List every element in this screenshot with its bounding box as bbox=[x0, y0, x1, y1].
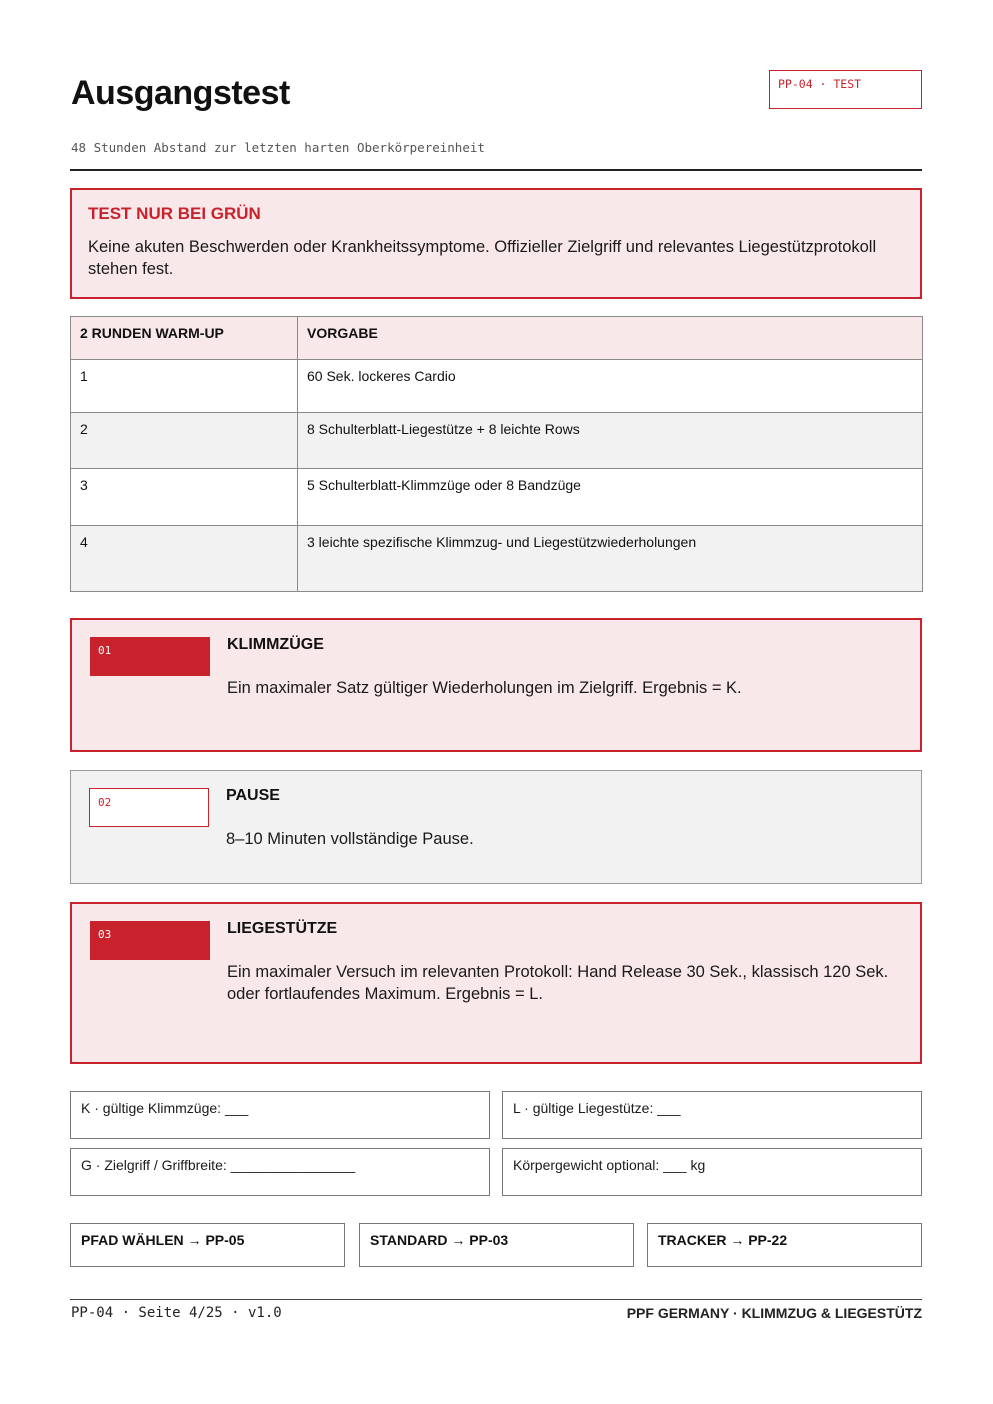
step-text: 8–10 Minuten vollständige Pause. bbox=[226, 830, 474, 848]
row-text: 3 leichte spezifische Klimmzug- und Liegestützwiederholungen bbox=[298, 526, 923, 592]
row-number: 3 bbox=[71, 469, 298, 526]
step-title: PAUSE bbox=[226, 787, 280, 804]
table-header-row bbox=[71, 317, 923, 360]
step-text: Ein maximaler Satz gültiger Wiederholungen im Zielgriff. Ergebnis = K. bbox=[227, 679, 742, 697]
table-row bbox=[71, 526, 923, 592]
grip-width-field[interactable]: G · Zielgriff / Griffbreite: ________________ bbox=[70, 1148, 490, 1196]
page-subtitle: 48 Stunden Abstand zur letzten harten Oberkörpereinheit bbox=[71, 140, 485, 155]
footer-divider bbox=[70, 1299, 922, 1300]
warmup-table bbox=[70, 316, 923, 592]
page-title: Ausgangstest bbox=[71, 74, 290, 112]
row-number: 1 bbox=[71, 360, 298, 413]
notice-title: TEST NUR BEI GRÜN bbox=[88, 204, 261, 223]
step-card-pushups bbox=[70, 902, 922, 1064]
document-tag: PP-04 · TEST bbox=[769, 70, 922, 109]
row-number: 2 bbox=[71, 413, 298, 469]
row-text: 5 Schulterblatt-Klimmzüge oder 8 Bandzüge bbox=[298, 469, 923, 526]
pullups-result-field[interactable]: K · gültige Klimmzüge: ___ bbox=[70, 1091, 490, 1139]
row-text: 60 Sek. lockeres Cardio bbox=[298, 360, 923, 413]
step-title: KLIMMZÜGE bbox=[227, 636, 324, 653]
row-text: 8 Schulterblatt-Liegestütze + 8 leichte Rows bbox=[298, 413, 923, 469]
tracker-button[interactable]: TRACKER → PP-22 bbox=[647, 1223, 922, 1267]
notice-text: Keine akuten Beschwerden oder Krankheitssymptome. Offizieller Zielgriff und relevantes Liegestützprotokoll stehen fest. bbox=[88, 238, 877, 278]
step-number-badge: 03 bbox=[90, 921, 210, 960]
pushups-result-field[interactable]: L · gültige Liegestütze: ___ bbox=[502, 1091, 922, 1139]
table-row bbox=[71, 360, 923, 413]
standard-button[interactable]: STANDARD → PP-03 bbox=[359, 1223, 634, 1267]
step-number-badge: 01 bbox=[90, 637, 210, 676]
table-row bbox=[71, 469, 923, 526]
choose-path-button[interactable]: PFAD WÄHLEN → PP-05 bbox=[70, 1223, 345, 1267]
footer-page-info: PP-04 · Seite 4/25 · v1.0 bbox=[71, 1305, 282, 1321]
step-card-pullups bbox=[70, 618, 922, 752]
table-row bbox=[71, 413, 923, 469]
step-card-rest bbox=[70, 770, 922, 884]
column-header-rounds: 2 RUNDEN WARM-UP bbox=[71, 317, 298, 360]
header-divider bbox=[70, 169, 922, 171]
footer-brand: PPF GERMANY · KLIMMZUG & LIEGESTÜTZ bbox=[626, 1305, 922, 1321]
step-title: LIEGESTÜTZE bbox=[227, 920, 338, 937]
step-number-badge: 02 bbox=[89, 788, 209, 827]
bodyweight-field[interactable]: Körpergewicht optional: ___ kg bbox=[502, 1148, 922, 1196]
row-number: 4 bbox=[71, 526, 298, 592]
notice-box bbox=[70, 188, 922, 299]
step-text: Ein maximaler Versuch im relevanten Protokoll: Hand Release 30 Sek., klassisch 120 Sek. oder fortlaufendes Maximum. Ergebnis = L. bbox=[227, 963, 889, 1003]
column-header-target: VORGABE bbox=[298, 317, 923, 360]
